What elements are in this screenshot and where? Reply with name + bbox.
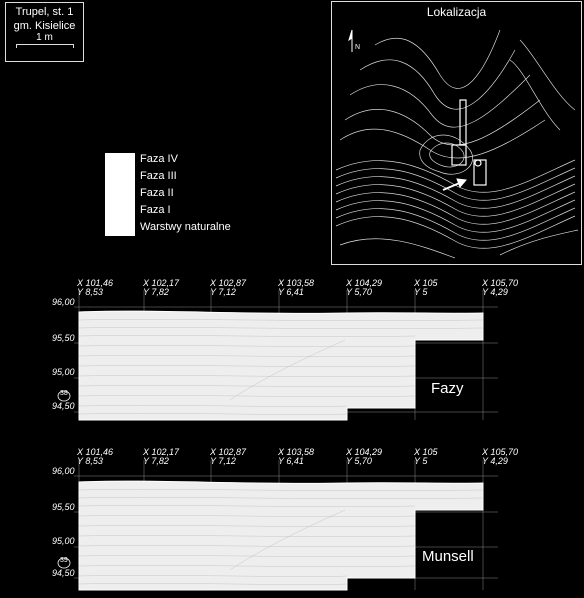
- coord-label: X 102,17 Y 7,82: [143, 278, 180, 297]
- coord-label: X 105 Y 5: [414, 278, 438, 297]
- coord-label: X 104,29 Y 5,70: [346, 447, 383, 466]
- elevation-label: 95,00: [52, 367, 75, 377]
- coord-label: X 101,46 Y 8,53: [77, 278, 114, 297]
- site-municipality: gm. Kisielice: [13, 20, 76, 32]
- coord-label: X 103,58 Y 6,41: [278, 447, 315, 466]
- coord-label: X 105 Y 5: [414, 447, 438, 466]
- coord-label: X 102,87 Y 7,12: [210, 447, 247, 466]
- sample-number: 38: [60, 390, 68, 397]
- coord-label: X 105,70 Y 4,29: [482, 278, 519, 297]
- coord-label: X 103,58 Y 6,41: [278, 278, 315, 297]
- panel-label-munsell: Munsell: [422, 548, 474, 565]
- coord-label: X 101,46 Y 8,53: [77, 447, 114, 466]
- site-name: Trupel, st. 1: [15, 6, 74, 18]
- profile-panel-phases: [74, 290, 498, 420]
- legend-item-natural-layers: Warstwy naturalne: [140, 221, 231, 233]
- legend-item-faza-iii: Faza III: [140, 170, 177, 182]
- coord-label: X 102,17 Y 7,82: [143, 447, 180, 466]
- coord-label: X 105,70 Y 4,29: [482, 447, 519, 466]
- coord-label: X 104,29 Y 5,70: [346, 278, 383, 297]
- elevation-label: 94,50: [52, 401, 75, 411]
- elevation-label: 95,50: [52, 502, 75, 512]
- legend-item-faza-i: Faza I: [140, 204, 171, 216]
- coord-label: X 102,87 Y 7,12: [210, 278, 247, 297]
- elevation-label: 96,00: [52, 466, 75, 476]
- elevation-label: 95,00: [52, 536, 75, 546]
- panel-label-phases: Fazy: [431, 380, 464, 397]
- elevation-label: 94,50: [52, 568, 75, 578]
- elevation-label: 95,50: [52, 333, 75, 343]
- legend-item-faza-iv: Faza IV: [140, 153, 178, 165]
- scale-bar-label: 1 m: [36, 32, 53, 43]
- profile-panel-munsell: [74, 460, 498, 590]
- sample-number: 39: [60, 557, 68, 564]
- legend-item-faza-ii: Faza II: [140, 187, 174, 199]
- elevation-label: 96,00: [52, 297, 75, 307]
- location-title: Lokalizacja: [426, 5, 487, 19]
- north-label: N: [355, 44, 361, 51]
